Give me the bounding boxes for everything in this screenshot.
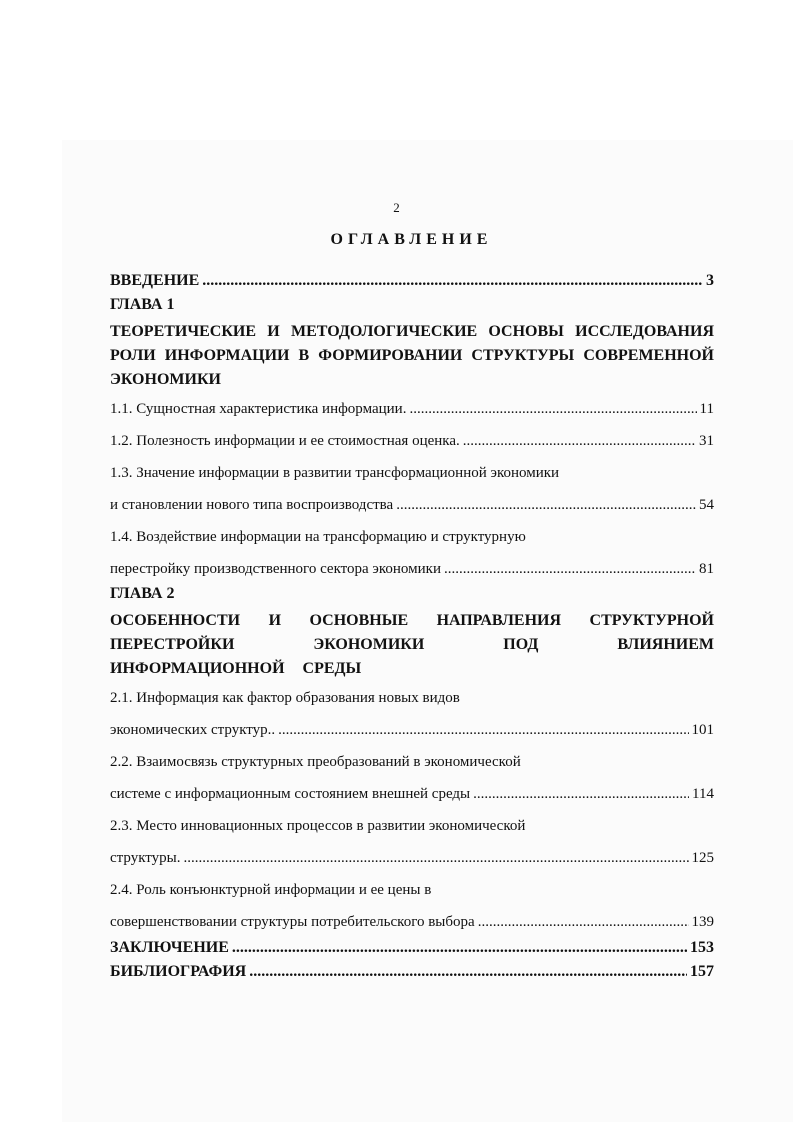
- dot-leader: [409, 402, 696, 417]
- toc-entry-2-1[interactable]: [110, 722, 714, 754]
- toc-entry-intro[interactable]: [110, 272, 714, 296]
- chapter-2-title: ОСОБЕННОСТИ И ОСНОВНЫЕ НАПРАВЛЕНИЯ СТРУКТУРНОЙ ПЕРЕСТРОЙКИ ЭКОНОМИКИ ПОД ВЛИЯНИЕМ ИНФОРМАЦИОННОЙ СРЕДЫ: [110, 612, 714, 677]
- dot-leader: [396, 498, 696, 513]
- toc-entry-2-4-line1: 2.4. Роль конъюнктурной информации и ее цены в: [110, 882, 432, 898]
- toc-title: ОГЛАВЛЕНИЕ: [330, 231, 493, 248]
- toc-entry-page: 153: [690, 939, 714, 956]
- toc-entry-text: структуры.: [110, 850, 181, 866]
- dot-leader: [278, 723, 688, 738]
- toc-entry-text: 1.2. Полезность информации и ее стоимостная оценка.: [110, 433, 460, 449]
- toc-entry-page: 3: [706, 272, 714, 289]
- toc-entry-1-2[interactable]: [110, 433, 714, 465]
- toc-entry-label: ЗАКЛЮЧЕНИЕ: [110, 939, 229, 956]
- toc-entry-1-1[interactable]: [110, 401, 714, 433]
- toc-entry-2-3[interactable]: [110, 850, 714, 882]
- dot-leader: [232, 940, 687, 956]
- chapter-1-label: ГЛАВА 1: [110, 296, 175, 313]
- toc-entry-page: 101: [691, 722, 714, 738]
- toc-entry-1-3-line1: 1.3. Значение информации в развитии трансформационной экономики: [110, 465, 560, 481]
- dot-leader: [473, 787, 689, 802]
- dot-leader: [444, 562, 696, 577]
- table-of-contents: [110, 272, 714, 987]
- toc-entry-2-1-line1: 2.1. Информация как фактор образования новых видов: [110, 690, 460, 706]
- toc-entry-label: БИБЛИОГРАФИЯ: [110, 963, 247, 980]
- toc-entry-2-2[interactable]: [110, 786, 714, 818]
- chapter-1-title: ТЕОРЕТИЧЕСКИЕ И МЕТОДОЛОГИЧЕСКИЕ ОСНОВЫ ИССЛЕДОВАНИЯ РОЛИ ИНФОРМАЦИИ В ФОРМИРОВАНИИ СТРУКТУРЫ СОВРЕМЕННОЙ ЭКОНОМИКИ: [110, 323, 714, 388]
- chapter-2-label: ГЛАВА 2: [110, 585, 175, 602]
- toc-entry-label: ВВЕДЕНИЕ: [110, 272, 200, 289]
- dot-leader: [463, 434, 696, 449]
- toc-entry-page: 139: [691, 914, 714, 930]
- toc-entry-1-3[interactable]: [110, 497, 714, 529]
- dot-leader: [183, 851, 688, 866]
- toc-entry-page: 114: [692, 786, 714, 802]
- toc-entry-text: перестройку производственного сектора экономики: [110, 561, 441, 577]
- toc-entry-page: 11: [699, 401, 714, 417]
- page-number: 2: [393, 200, 400, 215]
- toc-entry-2-3-line1: 2.3. Место инновационных процессов в развитии экономической: [110, 818, 526, 834]
- dot-leader: [478, 915, 689, 930]
- dot-leader: [202, 273, 703, 289]
- toc-entry-page: 81: [699, 561, 714, 577]
- toc-entry-page: 54: [699, 497, 714, 513]
- toc-entry-text: системе с информационным состоянием внешней среды: [110, 786, 471, 802]
- toc-entry-page: 157: [690, 963, 714, 980]
- toc-entry-2-2-line1: 2.2. Взаимосвязь структурных преобразований в экономической: [110, 754, 521, 770]
- chapter-2-block: [110, 585, 714, 681]
- toc-entry-page: 125: [691, 850, 714, 866]
- toc-entry-conclusion[interactable]: [110, 939, 714, 963]
- toc-entry-1-4[interactable]: [110, 561, 714, 585]
- toc-entry-1-4-line1: 1.4. Воздействие информации на трансформацию и структурную: [110, 529, 526, 545]
- toc-entry-text: совершенствовании структуры потребительского выбора: [110, 914, 475, 930]
- toc-entry-bibliography[interactable]: [110, 963, 714, 987]
- toc-entry-page: 31: [699, 433, 714, 449]
- toc-entry-2-4[interactable]: [110, 914, 714, 939]
- toc-entry-text: и становлении нового типа воспроизводства: [110, 497, 394, 513]
- toc-entry-text: 1.1. Сущностная характеристика информации.: [110, 401, 407, 417]
- dot-leader: [249, 964, 687, 980]
- toc-entry-text: экономических структур..: [110, 722, 276, 738]
